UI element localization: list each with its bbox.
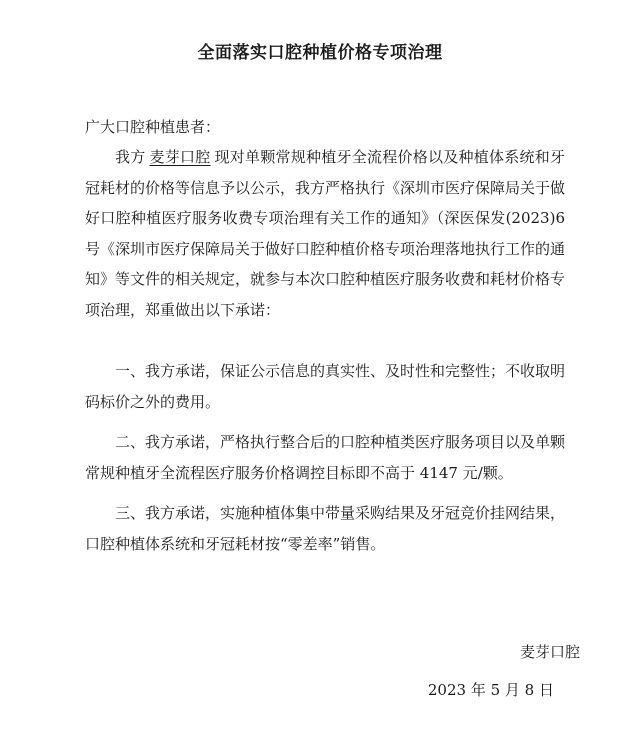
- paragraph-commitment-3: 三、我方承诺，实施种植体集中带量采购结果及牙冠竞价挂网结果，口腔种植体系统和牙冠耗材按“零差率”销售。: [85, 504, 566, 553]
- paragraph-intro-body: 现对单颗常规种植牙全流程价格以及种植体系统和牙冠耗材的价格等信息予以公示，我方严格执行《深圳市医疗保障局关于做好口腔种植医疗服务收费专项治理有关工作的通知》（深医保发(2023)6号《深圳市医疗保障局关于做好口腔种植价格专项治理落地执行工作的通知》等文件的相关规定，就参与本次口腔种植医疗服务收费和耗材价格专项治理，郑重做出以下承诺：: [85, 148, 566, 319]
- salutation: 广大口腔种植患者：: [85, 118, 221, 136]
- paragraph-intro: [85, 142, 565, 325]
- paragraph-commitment-2: 二、我方承诺，严格执行整合后的口腔种植类医疗服务项目以及单颗常规种植牙全流程医疗服务价格调控目标即不高于 4147 元/颗。: [85, 433, 566, 482]
- paragraph-intro-prefix: 我方: [115, 148, 146, 166]
- signer-name: 麦芽口腔: [519, 643, 580, 661]
- document-title: 全面落实口腔种植价格专项治理: [197, 43, 443, 63]
- clinic-name: 麦芽口腔: [149, 148, 211, 166]
- signing-date: 2023 年 5 月 8 日: [427, 681, 554, 699]
- paragraph-commitment-1: 一、我方承诺，保证公示信息的真实性、及时性和完整性；不收取明码标价之外的费用。: [85, 362, 566, 411]
